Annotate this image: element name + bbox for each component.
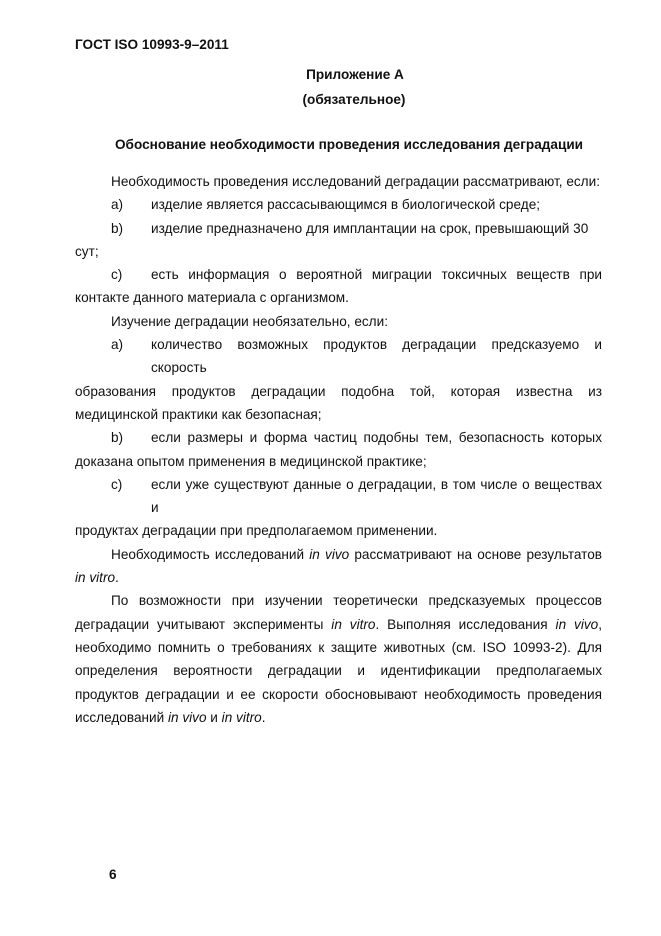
list-item-text-continued: продуктах деградации при предполагаемом применении. — [75, 523, 438, 539]
annex-title: Приложение А — [306, 67, 404, 82]
list-item-text-continued: образования продуктов деградации подобна той, которая известна из медицинской практики как безопасная; — [75, 383, 602, 422]
paragraph-in-vivo: Необходимость исследований in vivo рассматривают на основе результатов in vitro. — [75, 546, 603, 586]
paragraph-intro-1: Необходимость проведения исследований деградации рассматривают, если: — [111, 174, 600, 189]
page-number: 6 — [109, 867, 117, 882]
list-marker: c) — [111, 267, 123, 283]
list-marker: a) — [111, 337, 124, 353]
list-item-text: изделие является рассасывающимся в биологической среде; — [151, 197, 541, 213]
list-item-text-continued: контакте данного материала с организмом. — [75, 290, 349, 306]
paragraph-intro-2: Изучение деградации необязательно, если: — [111, 313, 388, 329]
list-item — [75, 193, 602, 216]
paragraph-conclusion: По возможности при изучении теоретически предсказуемых процессов деградации учитывают эксперименты in vitro. Выполняя исследования in vivo, необходимо помнить о требованиях к защите животных (см. ISO 10993-2). Для определения вероятности деградации и идентификации предполагаемых продуктов деградации и ее скорости обосновывают необходимость проведения исследований in vivo и in vitro. — [75, 593, 602, 725]
list-item — [75, 333, 602, 426]
list-marker: c) — [111, 476, 123, 492]
list-item-text: если уже существуют данные о деградации, в том числе о веществах и — [151, 476, 602, 516]
list-item — [75, 426, 602, 473]
list-item-text: если размеры и форма частиц подобны тем, безопасность которых — [151, 430, 602, 446]
list-item — [75, 473, 602, 543]
list-item — [75, 263, 602, 310]
annex-status: (обязательное) — [302, 92, 406, 107]
list-marker: b) — [111, 430, 124, 446]
section-title: Обоснование необходимости проведения исследования деградации — [114, 137, 584, 152]
list-item — [75, 217, 602, 264]
document-body — [75, 170, 602, 729]
list-marker: a) — [111, 197, 124, 213]
list-item-text: есть информация о вероятной миграции токсичных веществ при — [151, 267, 602, 283]
list-item-text: изделие предназначено для имплантации на срок, превышающий 30 сут; — [75, 220, 589, 259]
document-code-header: ГОСТ ISO 10993-9–2011 — [75, 37, 229, 52]
list-item-text: количество возможных продуктов деградации предсказуемо и скорость — [151, 337, 602, 376]
list-marker: b) — [111, 220, 124, 236]
list-item-text-continued: доказана опытом применения в медицинской практике; — [75, 453, 427, 469]
